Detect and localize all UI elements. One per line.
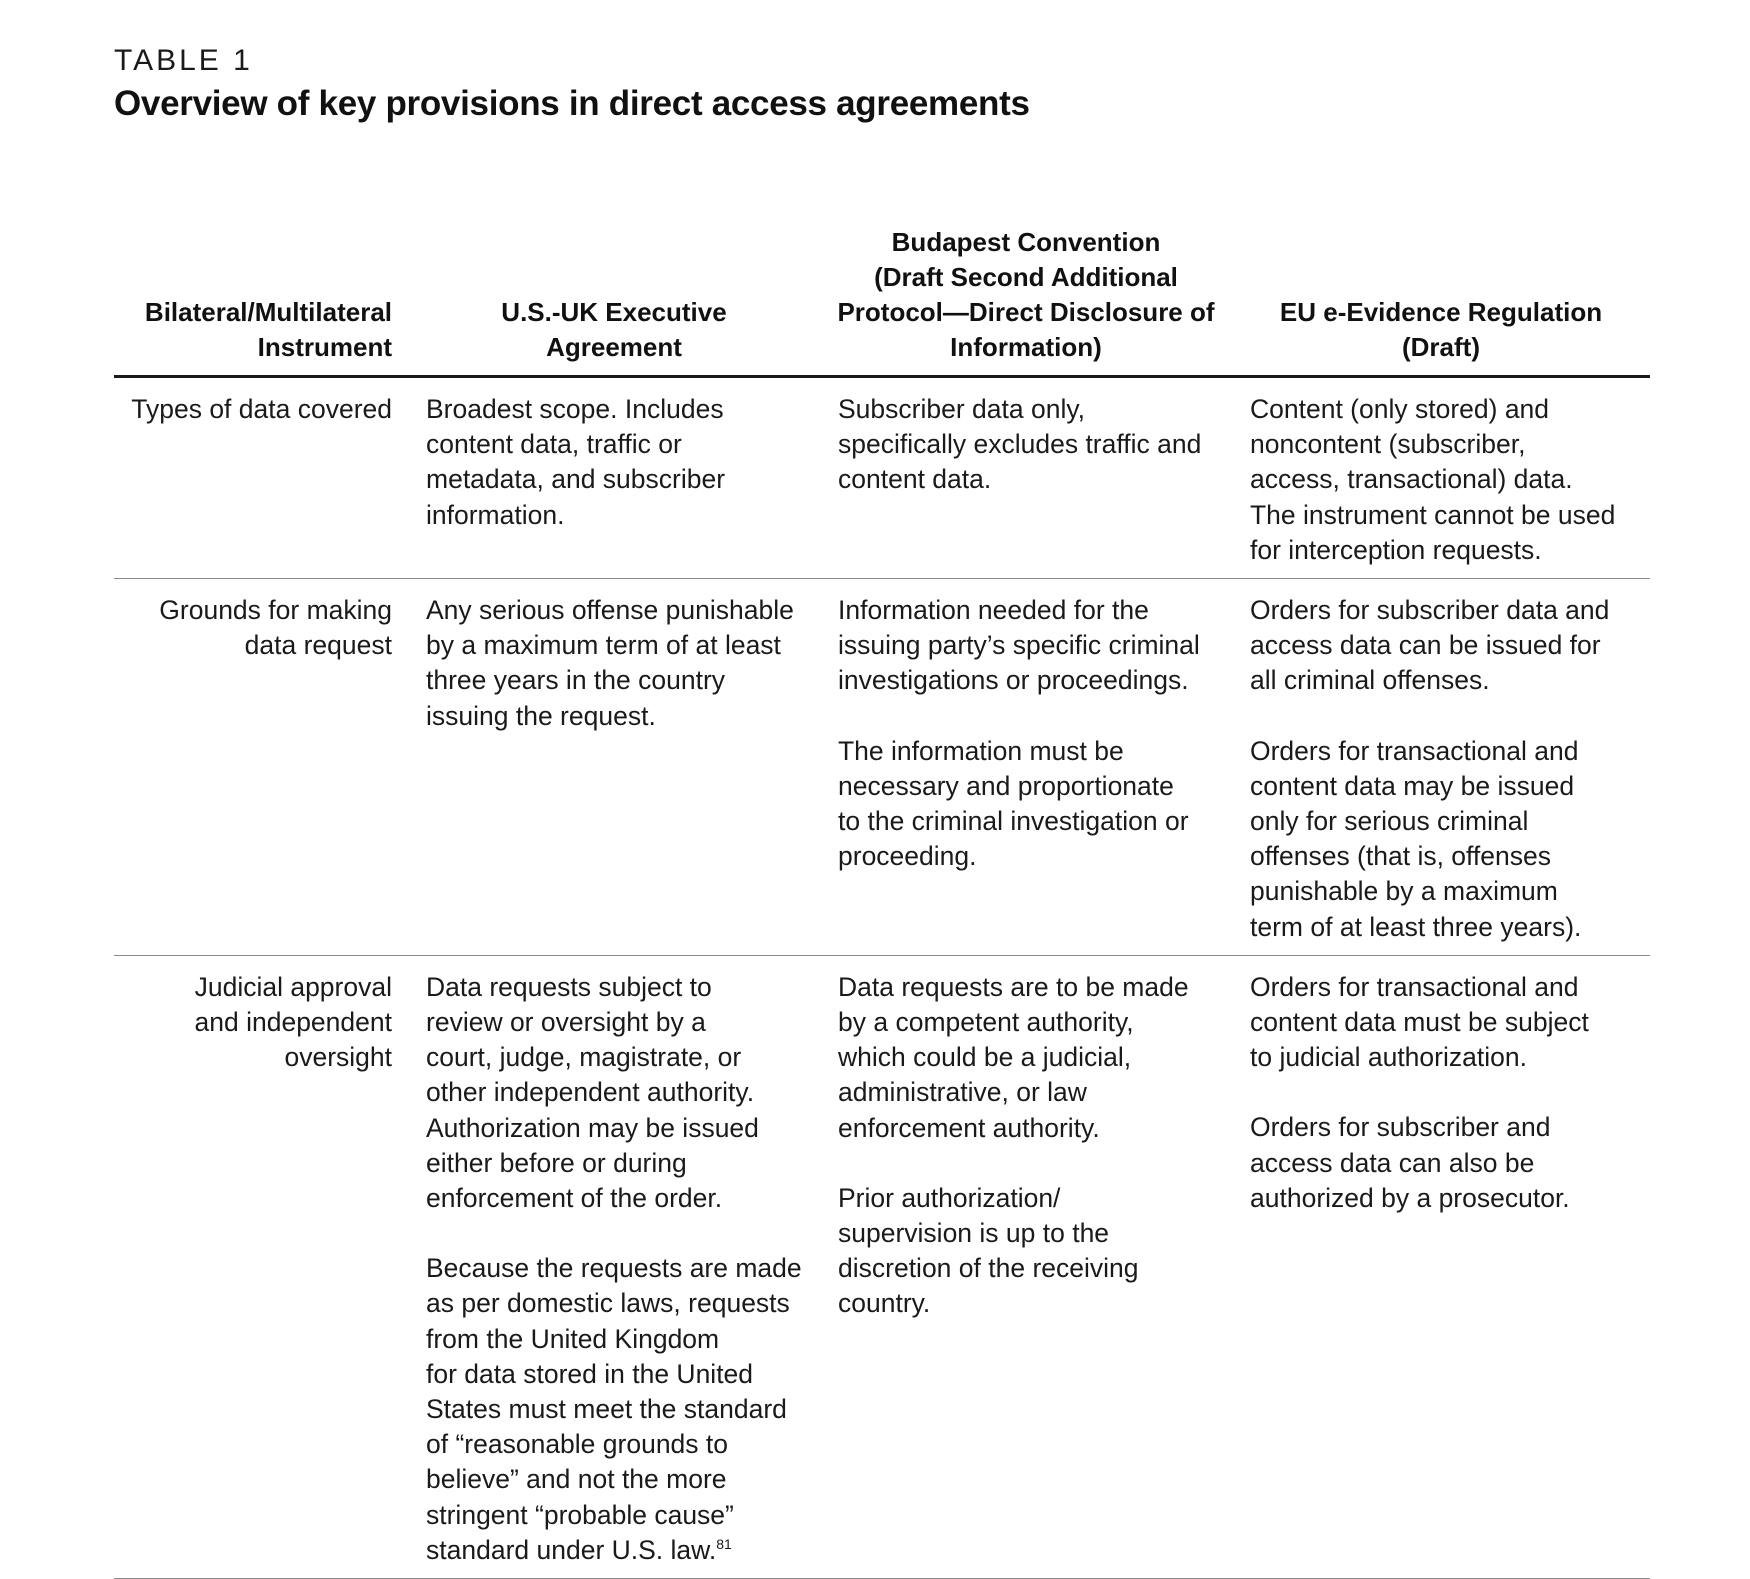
cell-paragraph-text: Because the requests are made as per domestic laws, requests from the United Kingdom for data stored in the United States must meet the standard of “reasonable grounds to believe” and not the more stringent “probable cause” standard under U.S. law.: [426, 1253, 802, 1565]
cell-paragraph: Orders for transactional and content data may be issued only for serious criminal offenses (that is, offenses punishable by a maximum term of at least three years).: [1250, 735, 1582, 942]
cell-paragraph: Broadest scope. Includes content data, traffic or metadata, and subscriber information.: [426, 394, 726, 530]
cell-paragraph: Any serious offense punishable by a maximum term of at least three years in the country issuing the request.: [426, 595, 794, 731]
row-label: Grounds for making data request: [159, 595, 392, 661]
column-header-instrument: Bilateral/Multilateral Instrument: [144, 297, 392, 362]
cell-us-uk: [408, 392, 820, 568]
row-label: Judicial approval and independent oversight: [194, 971, 392, 1073]
column-header-us-uk: U.S.-UK Executive Agreement: [501, 297, 727, 362]
cell-budapest: [820, 593, 1232, 945]
cell-paragraph: Data requests are to be made by a competent authority, which could be a judicial, administrative, or law enforcement authority.: [838, 971, 1189, 1143]
table-title: Overview of key provisions in direct access agreements: [114, 84, 1030, 123]
cell-us-uk: [408, 593, 820, 945]
table-row: [114, 378, 1650, 579]
cell-us-uk: [408, 970, 820, 1568]
cell-budapest: [820, 970, 1232, 1568]
table-row: [114, 956, 1650, 1579]
cell-paragraph: Content (only stored) and noncontent (subscriber, access, transactional) data. The instrument cannot be used for interception requests.: [1250, 394, 1616, 565]
column-header-budapest: Budapest Convention (Draft Second Additional Protocol—Direct Disclosure of Information): [837, 227, 1215, 362]
cell-paragraph: The information must be necessary and proportionate to the criminal investigation or proceeding.: [838, 735, 1189, 872]
cell-eu: [1232, 970, 1650, 1568]
cell-eu: [1232, 593, 1650, 945]
table-label: TABLE 1: [114, 44, 253, 77]
table-header-row: [114, 190, 1650, 378]
footnote-reference[interactable]: 81: [716, 1536, 732, 1553]
cell-paragraph: Orders for transactional and content data must be subject to judicial authorization.: [1250, 971, 1589, 1073]
cell-eu: [1232, 392, 1650, 568]
row-label: Types of data covered: [131, 394, 392, 424]
cell-paragraph-with-footnote: [426, 1251, 814, 1568]
cell-paragraph: Data requests subject to review or oversight by a court, judge, magistrate, or other independent authority. Authorization may be issued either before or during enforcement of the order.: [426, 971, 759, 1214]
cell-paragraph: Information needed for the issuing party’s specific criminal investigations or proceedings.: [838, 595, 1200, 696]
table-row: [114, 579, 1650, 956]
cell-paragraph: Subscriber data only, specifically excludes traffic and content data.: [838, 394, 1202, 495]
cell-budapest: [820, 392, 1232, 568]
cell-paragraph: Prior authorization/ supervision is up to the discretion of the receiving country.: [838, 1182, 1139, 1319]
cell-paragraph: Orders for subscriber and access data can also be authorized by a prosecutor.: [1250, 1112, 1570, 1213]
provisions-table: [114, 190, 1650, 1579]
cell-paragraph: Orders for subscriber data and access data can be issued for all criminal offenses.: [1250, 595, 1610, 696]
column-header-eu: EU e-Evidence Regulation (Draft): [1279, 297, 1603, 362]
